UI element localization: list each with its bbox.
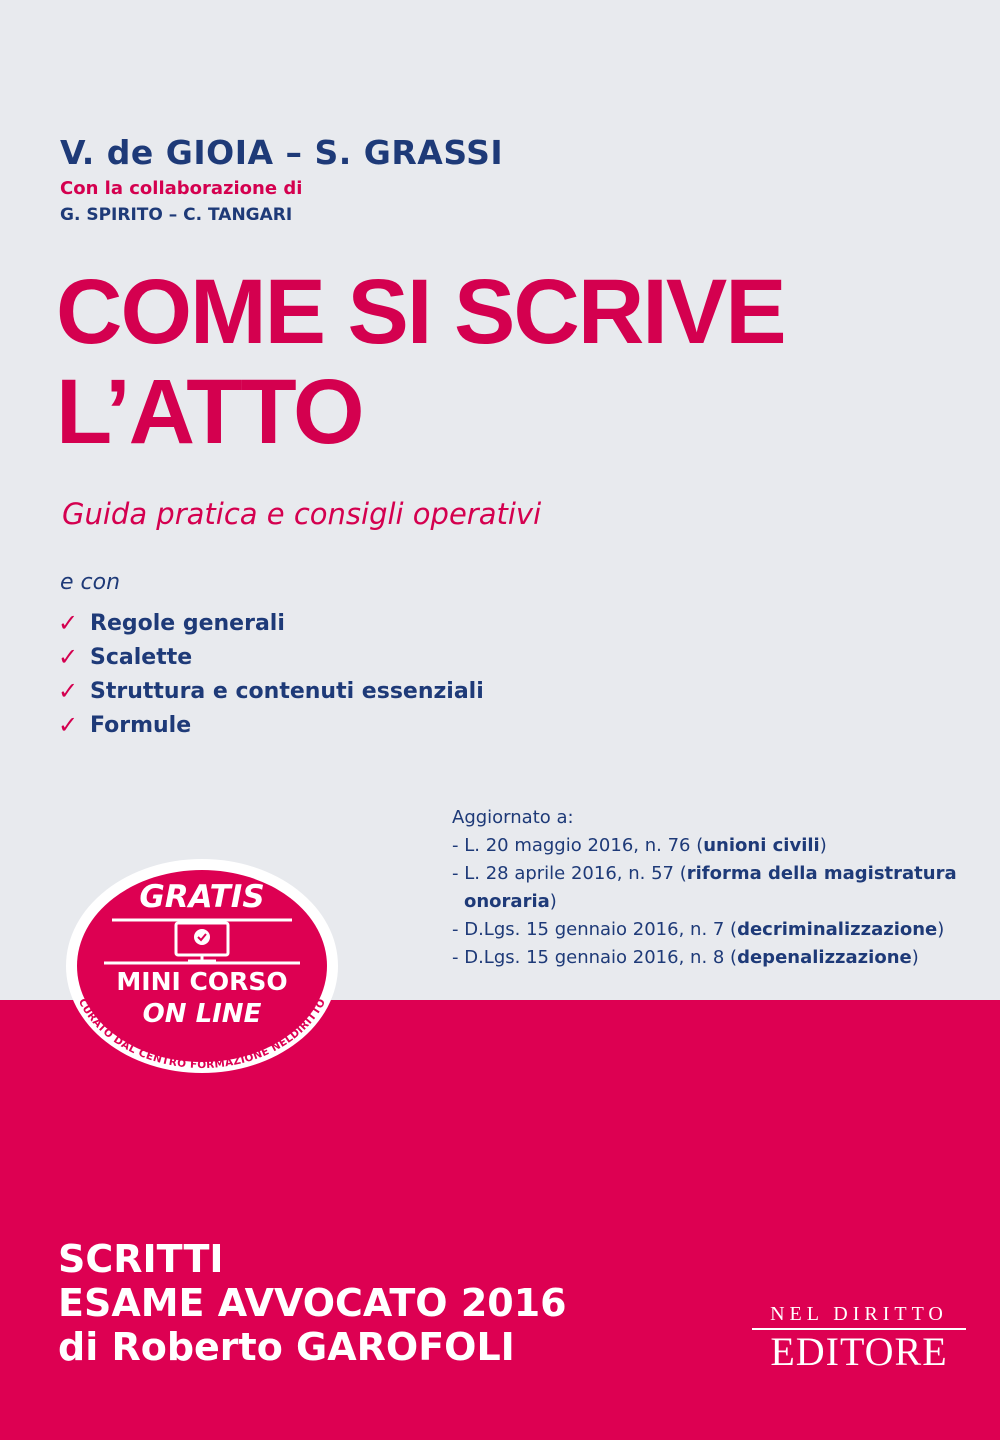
seal-curved-text: CURATO DAL CENTRO FORMAZIONE NELDIRITTO xyxy=(75,996,329,1072)
updates-heading: Aggiornato a: xyxy=(452,807,574,828)
free-course-seal xyxy=(64,857,340,1075)
update-topic: unioni civili xyxy=(703,835,820,856)
title-line-2: L’ATTO xyxy=(56,361,363,463)
update-suffix: ) xyxy=(819,835,827,856)
series-title xyxy=(58,1237,567,1369)
feature-label: Struttura e contenuti essenziali xyxy=(90,678,484,704)
update-suffix: ) xyxy=(549,891,557,912)
title-line-1: COME SI SCRIVE xyxy=(56,261,785,363)
update-suffix: ) xyxy=(911,947,919,968)
series-line-3: di Roberto GAROFOLI xyxy=(58,1325,515,1369)
series-line-1: SCRITTI xyxy=(58,1237,224,1281)
checkmark-icon: ✓ xyxy=(58,677,79,705)
update-item xyxy=(452,832,957,860)
book-title xyxy=(56,262,785,462)
update-prefix: - L. 28 aprile 2016, n. 57 ( xyxy=(452,863,687,884)
update-item xyxy=(452,916,957,944)
feature-item xyxy=(58,640,484,674)
feature-item xyxy=(58,606,484,640)
feature-label: Scalette xyxy=(90,644,193,670)
update-prefix: - D.Lgs. 15 gennaio 2016, n. 7 ( xyxy=(452,919,738,940)
updates-block xyxy=(452,804,957,972)
collaboration-names: G. SPIRITO – C. TANGARI xyxy=(60,205,293,225)
update-item xyxy=(452,944,957,972)
update-item-continuation xyxy=(452,888,957,916)
checkmark-icon: ✓ xyxy=(58,643,79,671)
collaboration-label: Con la collaborazione di xyxy=(60,178,303,199)
update-topic: decriminalizzazione xyxy=(737,919,938,940)
update-prefix: - L. 20 maggio 2016, n. 76 ( xyxy=(452,835,704,856)
update-topic: depenalizzazione xyxy=(737,947,912,968)
features-intro: e con xyxy=(60,570,121,595)
publisher-name-top: NEL DIRITTO xyxy=(770,1303,948,1325)
update-topic: riforma della magistratura xyxy=(686,863,957,884)
checkmark-icon: ✓ xyxy=(58,609,79,637)
feature-item xyxy=(58,674,484,708)
update-item xyxy=(452,860,957,888)
checkmark-icon: ✓ xyxy=(58,711,79,739)
seal-course-line-2: ON LINE xyxy=(142,999,262,1029)
series-line-2: ESAME AVVOCATO 2016 xyxy=(58,1281,567,1325)
publisher-name-bottom: EDITORE xyxy=(770,1329,948,1374)
features-list xyxy=(58,606,484,742)
publisher-logo xyxy=(752,1303,966,1374)
feature-item xyxy=(58,708,484,742)
update-topic: onoraria xyxy=(464,891,550,912)
feature-label: Regole generali xyxy=(90,610,285,636)
seal-course-line-1: MINI CORSO xyxy=(116,967,288,996)
authors: V. de GIOIA – S. GRASSI xyxy=(60,133,504,172)
seal-gratis: GRATIS xyxy=(139,879,265,915)
subtitle: Guida pratica e consigli operativi xyxy=(62,497,542,531)
feature-label: Formule xyxy=(90,712,192,738)
update-suffix: ) xyxy=(937,919,945,940)
update-prefix: - D.Lgs. 15 gennaio 2016, n. 8 ( xyxy=(452,947,738,968)
